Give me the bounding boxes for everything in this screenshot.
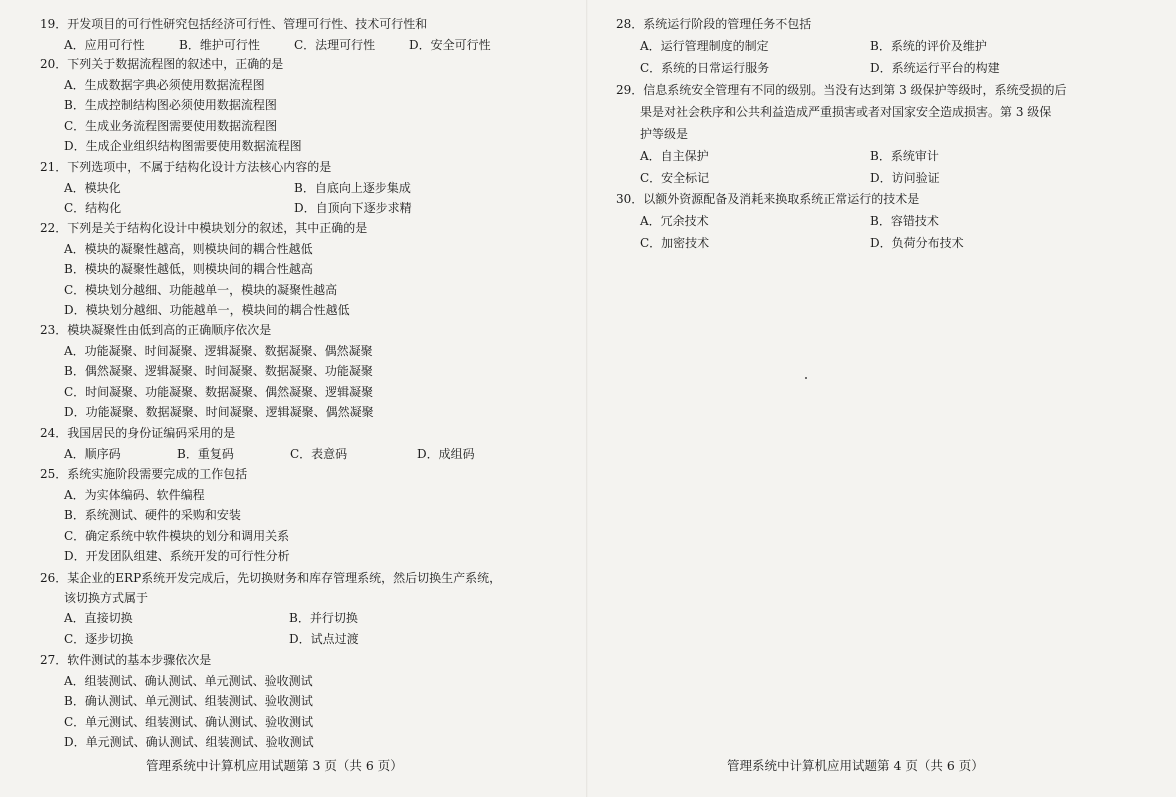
option-a: A．应用可行性 <box>64 38 145 52</box>
option-d: D．系统运行平台的构建 <box>870 61 1000 75</box>
option-c: C．加密技术 <box>640 236 710 250</box>
question-stem: 29．信息系统安全管理有不同的级别。当没有达到第 3 级保护等级时，系统受损的后 <box>616 83 1067 97</box>
option-b: B．重复码 <box>177 447 234 461</box>
option-b: B．系统的评价及维护 <box>870 39 987 53</box>
right-exam-page <box>588 0 1176 797</box>
option-d: D．开发团队组建、系统开发的可行性分析 <box>64 549 290 563</box>
option-c: C．逐步切换 <box>64 632 134 646</box>
option-c: C．单元测试、组装测试、确认测试、验收测试 <box>64 715 314 729</box>
option-b: B．模块的凝聚性越低，则模块间的耦合性越高 <box>64 262 313 276</box>
option-a: A．功能凝聚、时间凝聚、逻辑凝聚、数据凝聚、偶然凝聚 <box>64 344 373 358</box>
option-d: D．成组码 <box>417 447 475 461</box>
option-c: C．生成业务流程图需要使用数据流程图 <box>64 119 278 133</box>
option-d: D．生成企业组织结构图需要使用数据流程图 <box>64 139 302 153</box>
option-a: A．生成数据字典必须使用数据流程图 <box>64 78 265 92</box>
question-stem: 22．下列是关于结构化设计中模块划分的叙述，其中正确的是 <box>40 221 368 235</box>
option-d: D．访问验证 <box>870 171 940 185</box>
option-d: D．安全可行性 <box>409 38 491 52</box>
page-footer: 管理系统中计算机应用试题第 3 页（共 6 页） <box>146 758 403 773</box>
option-d: D．功能凝聚、数据凝聚、时间凝聚、逻辑凝聚、偶然凝聚 <box>64 405 374 419</box>
option-b: B．确认测试、单元测试、组装测试、验收测试 <box>64 694 313 708</box>
option-a: A．直接切换 <box>64 611 133 625</box>
option-d: D．负荷分布技术 <box>870 236 964 250</box>
option-a: A．模块的凝聚性越高，则模块间的耦合性越低 <box>64 242 313 256</box>
option-b: B．容错技术 <box>870 214 939 228</box>
scan-speck <box>805 377 807 379</box>
option-c: C．表意码 <box>290 447 348 461</box>
option-b: B．生成控制结构图必须使用数据流程图 <box>64 98 277 112</box>
question-stem: 26．某企业的ERP系统开发完成后，先切换财务和库存管理系统，然后切换生产系统， <box>40 571 502 585</box>
option-a: A．运行管理制度的制定 <box>640 39 769 53</box>
question-stem: 24．我国居民的身份证编码采用的是 <box>40 426 236 440</box>
option-b: B．并行切换 <box>289 611 358 625</box>
question-stem: 23．模块凝聚性由低到高的正确顺序依次是 <box>40 323 272 337</box>
option-a: A．冗余技术 <box>640 214 709 228</box>
option-c: C．模块划分越细、功能越单一，模块的凝聚性越高 <box>64 283 338 297</box>
question-stem-continued: 护等级是 <box>640 127 689 141</box>
page-footer: 管理系统中计算机应用试题第 4 页（共 6 页） <box>727 758 984 773</box>
option-a: A．顺序码 <box>64 447 121 461</box>
option-d: D．模块划分越细、功能越单一，模块间的耦合性越低 <box>64 303 350 317</box>
option-d: D．自顶向下逐步求精 <box>294 201 412 215</box>
option-b: B．偶然凝聚、逻辑凝聚、时间凝聚、数据凝聚、功能凝聚 <box>64 364 373 378</box>
option-b: B．维护可行性 <box>179 38 260 52</box>
option-b: B．自底向上逐步集成 <box>294 181 411 195</box>
option-a: A．自主保护 <box>640 149 709 163</box>
question-stem-continued: 果是对社会秩序和公共利益造成严重损害或者对国家安全造成损害。第 3 级保 <box>640 105 1052 119</box>
question-stem: 27．软件测试的基本步骤依次是 <box>40 653 212 667</box>
option-a: A．模块化 <box>64 181 121 195</box>
option-b: B．系统测试、硬件的采购和安装 <box>64 508 241 522</box>
option-b: B．系统审计 <box>870 149 939 163</box>
option-c: C．法理可行性 <box>294 38 376 52</box>
question-stem: 20．下列关于数据流程图的叙述中，正确的是 <box>40 57 284 71</box>
question-stem: 21．下列选项中，不属于结构化设计方法核心内容的是 <box>40 160 332 174</box>
question-stem: 25．系统实施阶段需要完成的工作包括 <box>40 467 248 481</box>
question-stem: 28．系统运行阶段的管理任务不包括 <box>616 17 812 31</box>
option-c: C．系统的日常运行服务 <box>640 61 770 75</box>
option-d: D．试点过渡 <box>289 632 359 646</box>
option-a: A．组装测试、确认测试、单元测试、验收测试 <box>64 674 313 688</box>
option-a: A．为实体编码、软件编程 <box>64 488 205 502</box>
option-c: C．确定系统中软件模块的划分和调用关系 <box>64 529 290 543</box>
option-c: C．时间凝聚、功能凝聚、数据凝聚、偶然凝聚、逻辑凝聚 <box>64 385 374 399</box>
option-c: C．安全标记 <box>640 171 710 185</box>
option-c: C．结构化 <box>64 201 122 215</box>
option-d: D．单元测试、确认测试、组装测试、验收测试 <box>64 735 314 749</box>
question-stem: 19．开发项目的可行性研究包括经济可行性、管理可行性、技术可行性和 <box>40 17 428 31</box>
question-stem: 30．以额外资源配备及消耗来换取系统正常运行的技术是 <box>616 192 920 206</box>
question-stem-continued: 该切换方式属于 <box>64 591 149 605</box>
